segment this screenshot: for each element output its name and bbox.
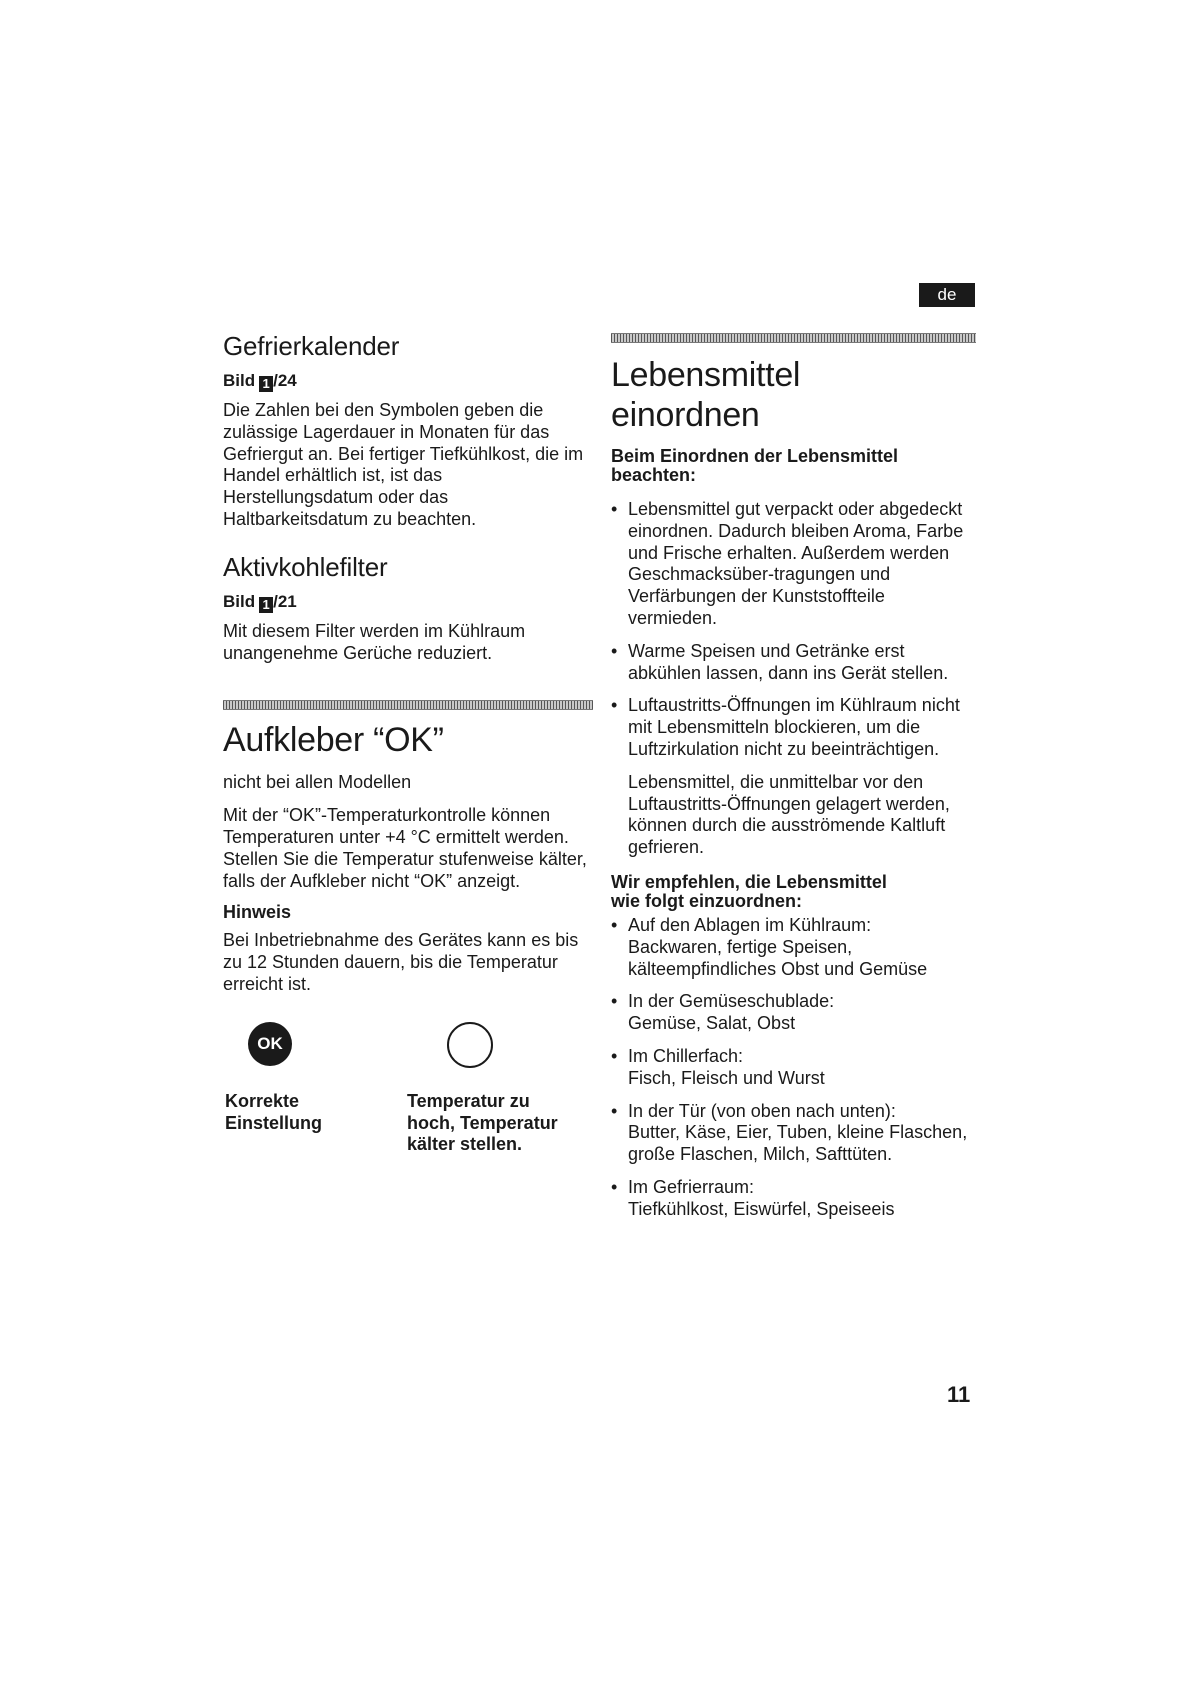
list-item xyxy=(611,1101,976,1166)
section-aktivkohlefilter xyxy=(223,551,593,665)
storage-place: • Im Chillerfach: xyxy=(628,1045,744,1066)
right-column xyxy=(611,333,976,1232)
empty-circle-icon xyxy=(447,1022,493,1068)
storage-place: • Im Gefrierraum: xyxy=(628,1176,755,1197)
language-badge: de xyxy=(919,283,975,307)
caption-line: Temperatur zu xyxy=(407,1091,530,1111)
heading-lebensmittel-einordnen xyxy=(611,355,976,435)
heading-aktivkohlefilter: Aktivkohlefilter xyxy=(223,551,388,582)
note-models: nicht bei allen Modellen xyxy=(223,772,412,793)
storage-place: • Auf den Ablagen im Kühlraum: xyxy=(628,914,872,935)
caption-line: hoch, Temperatur xyxy=(407,1112,558,1133)
section-divider xyxy=(611,333,976,343)
list-item xyxy=(611,1177,976,1221)
bullet-list-storage xyxy=(611,915,976,1221)
lead-beachten: Beim Einordnen der Lebensmittel beachten: xyxy=(611,446,899,485)
figure-reference xyxy=(223,370,593,392)
caption-correct-setting xyxy=(225,1091,375,1134)
lead-line: Wir empfehlen, die Lebensmittel xyxy=(611,871,887,892)
list-item xyxy=(611,1046,976,1090)
list-item xyxy=(611,991,976,1035)
figure-number-badge: 1 xyxy=(259,597,273,613)
caption-temperature-too-high xyxy=(407,1091,597,1156)
list-item: • Warme Speisen und Getränke erst abkühlen lassen, dann ins Gerät stellen. xyxy=(611,641,976,685)
storage-place: • In der Gemüseschublade: xyxy=(628,991,835,1012)
left-column xyxy=(223,330,593,1007)
heading-line: einordnen xyxy=(611,396,760,434)
storage-items: Butter, Käse, Eier, Tuben, kleine Flaschen, große Flaschen, Milch, Safttüten. xyxy=(628,1122,968,1165)
paragraph-aktivkohlefilter: Mit diesem Filter werden im Kühlraum unangenehme Gerüche reduziert. xyxy=(223,620,526,663)
section-divider xyxy=(223,700,593,710)
heading-aufkleber-ok: Aufkleber “OK” xyxy=(223,721,444,760)
page-number: 11 xyxy=(947,1382,971,1407)
hint-title: Hinweis xyxy=(223,902,292,923)
storage-items: Tiefkühlkost, Eiswürfel, Speiseeis xyxy=(628,1198,895,1219)
list-item: • Luftaustritts-Öffnungen im Kühlraum nicht mit Lebensmitteln blockieren, um die Luftzirkulation nicht zu beeinträchtigen. xyxy=(611,695,976,760)
paragraph-gefrierkalender: Die Zahlen bei den Symbolen geben die zulässige Lagerdauer in Monaten für das Gefriergut an. Bei fertiger Tiefkühlkost, die im Handel erhältlich ist, ist das Herstellungsdatum oder das Haltbarkeitsdatum zu beachten. xyxy=(223,400,584,529)
caption-line: Einstellung xyxy=(225,1112,323,1133)
section-gefrierkalender xyxy=(223,330,593,531)
storage-items: Gemüse, Salat, Obst xyxy=(628,1013,796,1034)
figure-number-badge: 1 xyxy=(259,376,273,392)
bullet-list-rules xyxy=(611,499,976,761)
ok-symbol-icon: OK xyxy=(248,1022,292,1066)
list-item: • Lebensmittel gut verpackt oder abgedeckt einordnen. Dadurch bleiben Aroma, Farbe und Frische erhalten. Außerdem werden Geschmacksüber-tragungen und Verfärbungen der Kunststoffteile vermieden. xyxy=(611,499,976,630)
list-item xyxy=(611,915,976,980)
caption-line: Korrekte xyxy=(225,1091,300,1111)
paragraph-ok-control: Mit der “OK”-Temperaturkontrolle können Temperaturen unter +4 °C ermittelt werden. Stellen Sie die Temperatur stufenweise kälter, falls der Aufkleber nicht “OK” anzeigt. xyxy=(223,805,587,891)
figure-prefix: Bild xyxy=(223,591,256,611)
storage-place: • In der Tür (von oben nach unten): xyxy=(628,1100,896,1121)
note-air-outlets: Lebensmittel, die unmittelbar vor den Luftaustritts-Öffnungen gelagert werden, können durch die ausströmende Kaltluft gefrieren. xyxy=(628,771,950,858)
storage-items: Fisch, Fleisch und Wurst xyxy=(628,1067,825,1088)
caption-line: kälter stellen. xyxy=(407,1134,523,1154)
storage-items: Backwaren, fertige Speisen, kälteempfindliches Obst und Gemüse xyxy=(628,936,928,979)
lead-line: wie folgt einzuordnen: xyxy=(611,890,802,911)
hint-body: Bei Inbetriebnahme des Gerätes kann es bis zu 12 Stunden dauern, bis die Temperatur erreicht ist. xyxy=(223,930,579,994)
section-aufkleber-ok xyxy=(223,700,593,995)
heading-line: Lebensmittel xyxy=(611,356,801,394)
figure-suffix: /24 xyxy=(273,371,297,390)
lead-empfehlung xyxy=(611,873,976,911)
figure-suffix: /21 xyxy=(273,591,297,611)
figure-reference xyxy=(223,591,593,613)
figure-prefix: Bild xyxy=(223,371,256,390)
heading-gefrierkalender: Gefrierkalender xyxy=(223,331,400,361)
